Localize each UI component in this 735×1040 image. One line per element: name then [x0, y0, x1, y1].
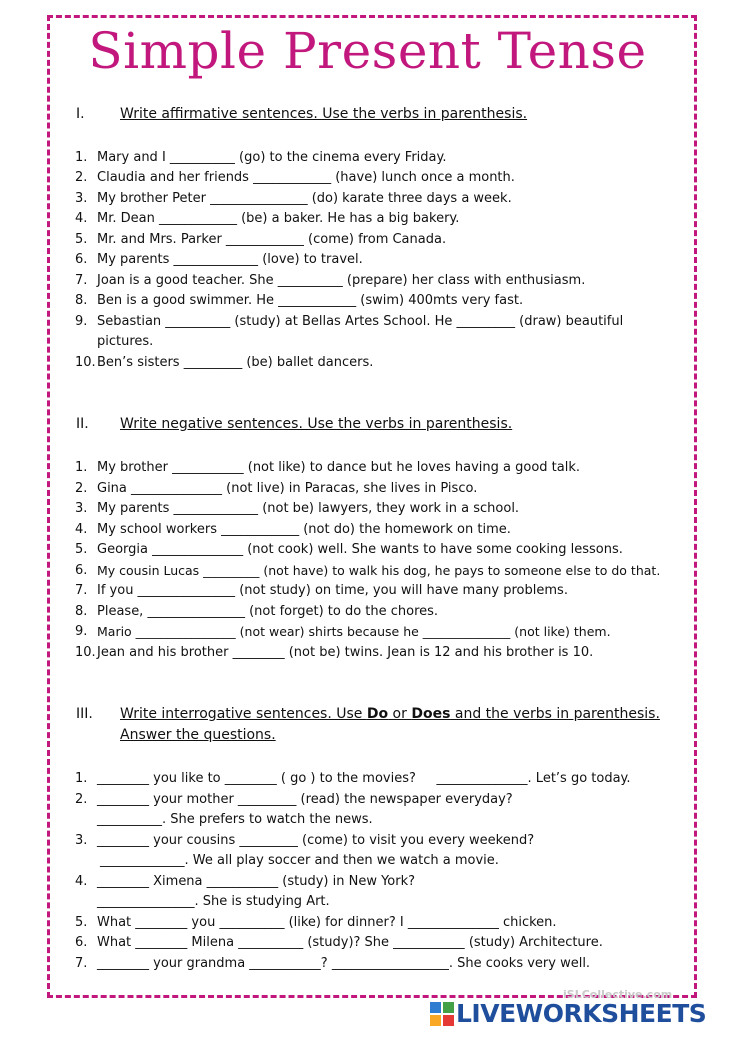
item-text: My parents _____________ (love) to travel. — [97, 252, 363, 267]
section-1-number: I. — [76, 106, 85, 122]
logo-grid-icon — [430, 1002, 454, 1026]
item-text: Mr. and Mrs. Parker ____________ (come) from Canada. — [97, 232, 447, 247]
item-number: 1. — [75, 460, 88, 475]
item-continuation: _____________. We all play soccer and then we watch a movie. — [100, 853, 499, 868]
item-number: 5. — [75, 232, 88, 247]
item-text: Claudia and her friends ____________ (have) lunch once a month. — [97, 170, 515, 185]
item-number: 2. — [75, 170, 88, 185]
item-text: ________ your cousins _________ (come) to visit you every weekend? — [97, 833, 535, 848]
section-3-instruction: Write interrogative sentences. Use Do or Does and the verbs in parenthesis. — [120, 706, 660, 722]
section-2-instruction: Write negative sentences. Use the verbs in parenthesis. — [120, 416, 513, 432]
watermark: iSLCollective.com — [563, 988, 673, 1001]
item-number: 1. — [75, 150, 88, 165]
item-number: 3. — [75, 191, 88, 206]
item-continuation: pictures. — [97, 334, 154, 349]
item-number: 4. — [75, 874, 88, 889]
item-number: 3. — [75, 501, 88, 516]
item-number: 2. — [75, 481, 88, 496]
item-number: 9. — [75, 314, 88, 329]
item-text: What ________ Milena __________ (study)? She ___________ (study) Architecture. — [97, 935, 603, 950]
item-number: 7. — [75, 273, 88, 288]
item-text: Mr. Dean ____________ (be) a baker. He has a big bakery. — [97, 211, 460, 226]
item-text: Jean and his brother ________ (not be) twins. Jean is 12 and his brother is 10. — [97, 645, 594, 660]
item-number: 5. — [75, 915, 88, 930]
item-text: ________ Ximena ___________ (study) in New York? — [97, 874, 416, 889]
item-text: Mary and I __________ (go) to the cinema every Friday. — [97, 150, 447, 165]
item-text: ________ you like to ________ ( go ) to the movies? ______________. Let’s go today. — [97, 771, 631, 786]
item-text: If you _______________ (not study) on time, you will have many problems. — [97, 583, 568, 598]
item-text: Georgia ______________ (not cook) well. She wants to have some cooking lessons. — [97, 542, 623, 557]
item-number: 6. — [75, 252, 88, 267]
item-continuation: __________. She prefers to watch the news. — [97, 812, 373, 827]
item-text: Gina ______________ (not live) in Paracas, she lives in Pisco. — [97, 481, 478, 496]
logo-text: LIVEWORKSHEETS — [456, 999, 707, 1028]
item-text: My parents _____________ (not be) lawyers, they work in a school. — [97, 501, 520, 516]
item-number: 10. — [75, 645, 96, 660]
item-number: 5. — [75, 542, 88, 557]
item-number: 8. — [75, 604, 88, 619]
item-number: 8. — [75, 293, 88, 308]
item-text: What ________ you __________ (like) for dinner? I ______________ chicken. — [97, 915, 557, 930]
section-2-number: II. — [76, 416, 89, 432]
item-number: 4. — [75, 522, 88, 537]
item-number: 2. — [75, 792, 88, 807]
item-number: 9. — [75, 624, 88, 639]
item-number: 4. — [75, 211, 88, 226]
item-number: 1. — [75, 771, 88, 786]
item-text: My cousin Lucas _________ (not have) to walk his dog, he pays to someone else to do that. — [97, 563, 661, 578]
item-number: 6. — [75, 935, 88, 950]
liveworksheets-logo[interactable] — [430, 1000, 730, 1034]
item-text: My brother Peter _______________ (do) karate three days a week. — [97, 191, 512, 206]
item-text: Ben is a good swimmer. He ____________ (swim) 400mts very fast. — [97, 293, 524, 308]
item-text: My brother ___________ (not like) to dance but he loves having a good talk. — [97, 460, 581, 475]
item-number: 6. — [75, 563, 88, 578]
item-text: Ben’s sisters _________ (be) ballet dancers. — [97, 355, 374, 370]
section-1-instruction: Write affirmative sentences. Use the verbs in parenthesis. — [120, 106, 528, 122]
item-text: Sebastian __________ (study) at Bellas Artes School. He _________ (draw) beautiful — [97, 314, 624, 329]
item-continuation: _______________. She is studying Art. — [97, 894, 330, 909]
item-number: 3. — [75, 833, 88, 848]
item-number: 7. — [75, 583, 88, 598]
item-text: Please, _______________ (not forget) to do the chores. — [97, 604, 439, 619]
item-text: ________ your grandma ___________? __________________. She cooks very well. — [97, 956, 591, 971]
item-number: 10. — [75, 355, 96, 370]
page-title: Simple Present Tense — [88, 22, 647, 80]
item-text: Joan is a good teacher. She __________ (prepare) her class with enthusiasm. — [97, 273, 586, 288]
item-number: 7. — [75, 956, 88, 971]
section-3-number: III. — [76, 706, 93, 722]
item-text: Mario ________________ (not wear) shirts because he ______________ (not like) them. — [97, 624, 611, 639]
item-text: My school workers ____________ (not do) the homework on time. — [97, 522, 511, 537]
section-3-instruction-line2: Answer the questions. — [120, 727, 276, 743]
item-text: ________ your mother _________ (read) the newspaper everyday? — [97, 792, 513, 807]
